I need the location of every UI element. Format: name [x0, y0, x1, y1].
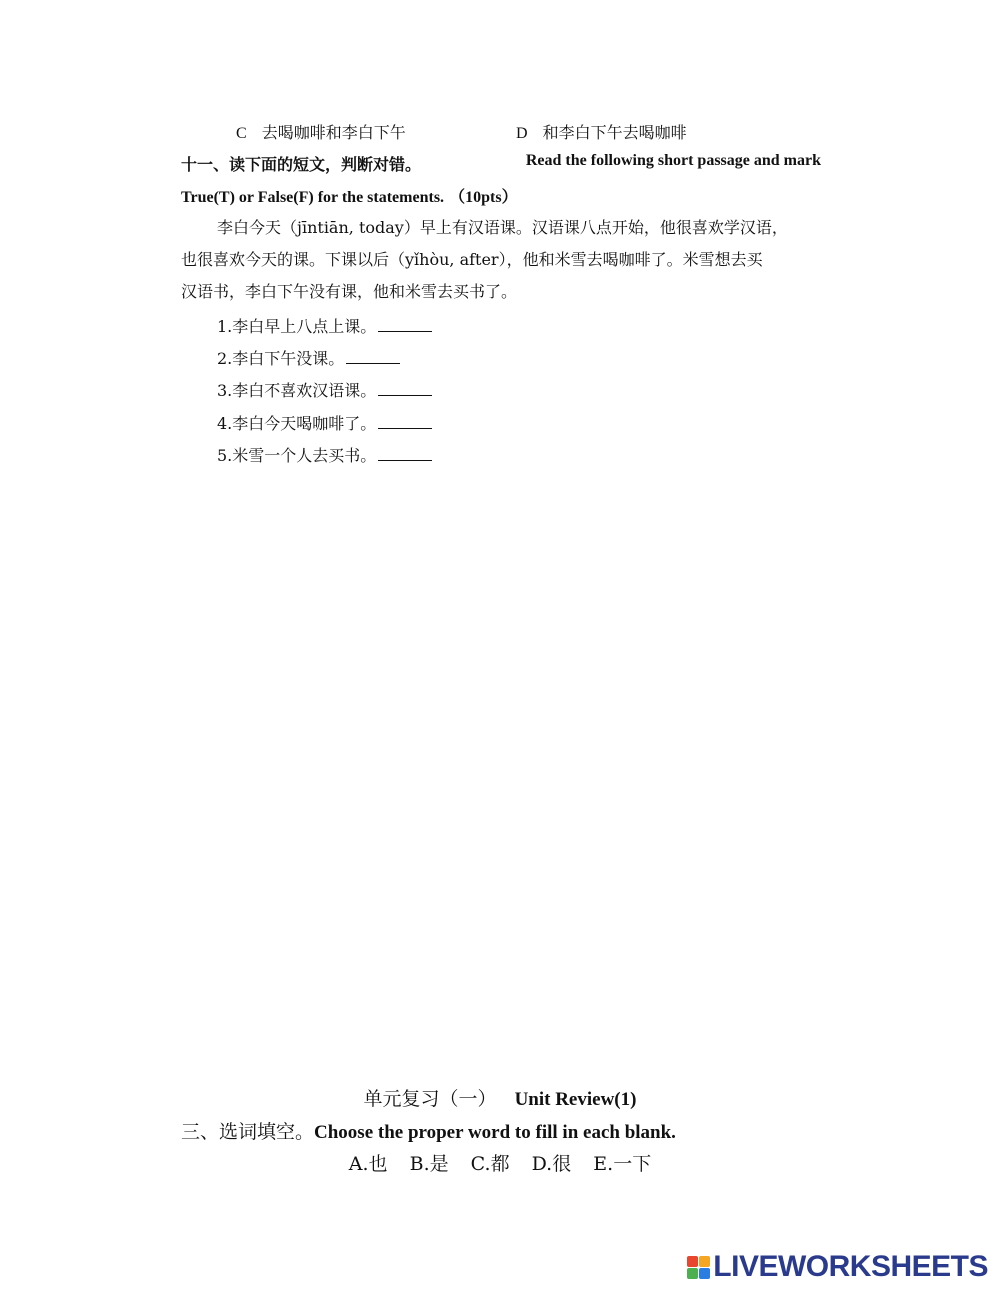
passage-line-2: 也很喜欢今天的课。下课以后（yǐhòu, after），他和米雪去喝咖啡了。米雪想去买	[181, 250, 763, 269]
question-3	[217, 378, 432, 401]
answer-blank-1[interactable]	[378, 317, 432, 332]
section11-heading-line1	[181, 152, 821, 175]
answer-blank-2[interactable]	[346, 349, 400, 364]
question-2-text: 2.李白下午没课。	[217, 349, 345, 368]
choice-b: B.是	[409, 1153, 449, 1175]
unit-review-title	[0, 1084, 1000, 1111]
unit-review-title-cn: 单元复习（一）	[363, 1088, 497, 1110]
section11-heading-cn: 十一、读下面的短文，判断对错。	[181, 155, 422, 174]
liveworksheets-logo-text: LIVEWORKSHEETS	[713, 1250, 988, 1283]
question-1-text: 1.李白早上八点上课。	[217, 317, 377, 336]
answer-blank-5[interactable]	[378, 446, 432, 461]
passage-line-1: 李白今天（jīntiān, today）早上有汉语课。汉语课八点开始，他很喜欢学汉语，	[217, 218, 788, 237]
answer-blank-3[interactable]	[378, 381, 432, 396]
reading-passage	[181, 212, 821, 308]
option-d-text: 和李白下午去喝咖啡	[542, 123, 687, 142]
choice-e: E.一下	[593, 1153, 652, 1175]
option-c-text: 去喝咖啡和李白下午	[261, 123, 406, 142]
passage-line-3: 汉语书，李白下午没有课，他和米雪去买书了。	[181, 282, 518, 301]
word-choices	[0, 1149, 1000, 1176]
choice-a: A.也	[348, 1153, 388, 1175]
choice-d: D.很	[531, 1153, 572, 1175]
section11-heading-en-2: True(T) or False(F) for the statements.	[181, 189, 445, 206]
section11-heading-en-1: Read the following short passage and mark	[525, 152, 821, 169]
logo-square-blue	[699, 1268, 710, 1279]
logo-square-orange	[699, 1256, 710, 1267]
answer-blank-4[interactable]	[378, 414, 432, 429]
liveworksheets-logo-icon	[687, 1256, 710, 1279]
question-4-text: 4.李白今天喝咖啡了。	[217, 414, 377, 433]
question-3-text: 3.李白不喜欢汉语课。	[217, 381, 377, 400]
section11-points: （10pts）	[449, 189, 518, 206]
question-5-text: 5.米雪一个人去买书。	[217, 446, 377, 465]
liveworksheets-logo	[687, 1250, 988, 1284]
section3-heading	[181, 1117, 676, 1144]
question-1	[217, 314, 432, 337]
option-c-label: C	[236, 125, 247, 142]
option-d-label: D	[516, 125, 528, 142]
logo-square-green	[687, 1268, 698, 1279]
section3-heading-en: Choose the proper word to fill in each blank.	[314, 1122, 676, 1143]
section3-heading-cn: 三、选词填空。	[181, 1121, 315, 1143]
unit-review-title-en: Unit Review(1)	[514, 1089, 637, 1110]
logo-square-red	[687, 1256, 698, 1267]
question-2	[217, 346, 400, 369]
choice-c: C.都	[470, 1153, 510, 1175]
question-5	[217, 443, 432, 466]
section11-heading-line2	[181, 184, 518, 207]
question-4	[217, 411, 432, 434]
option-c	[236, 120, 406, 143]
option-d	[516, 120, 687, 143]
